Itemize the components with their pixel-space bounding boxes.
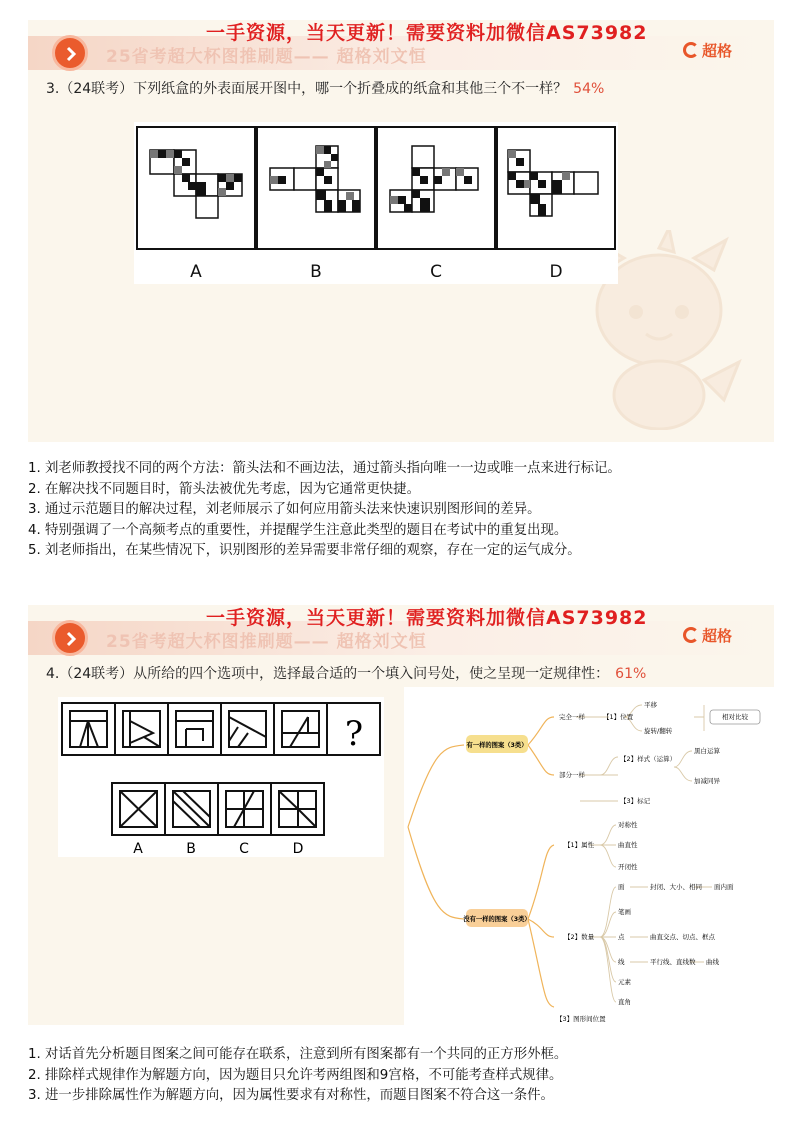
mindmap-bufen: 部分一样: [559, 771, 585, 779]
option-c-net: [376, 126, 496, 250]
option-b-label: B: [186, 841, 196, 857]
mindmap-heibai: 黑白运算: [694, 747, 720, 755]
option-d-net: [496, 126, 616, 250]
mindmap-pingyi: 平移: [644, 701, 657, 709]
mindmap-duichen: 对称性: [618, 821, 638, 829]
summary-notes-2: [28, 1045, 567, 1107]
option-a-label: A: [133, 841, 143, 857]
note-item: 4. 特别强调了一个高频考点的重要性，并提醒学生注意此类型的题目在考试中的重复出现。: [28, 522, 568, 538]
note-item: 5. 刘老师指出，在某些情况下，识别图形的差异需要非常仔细的观察，存在一定的运气成分。: [28, 543, 581, 558]
course-title: 25省考超大杯图推刷题—— 超格刘文恒: [106, 632, 427, 652]
question-text: 4.（24联考）从所给的四个选项中，选择最合适的一个填入问号处，使之呈现一定规律性： 61%: [46, 666, 647, 682]
folding-box-figure: [134, 122, 618, 284]
mindmap-bihua: 笔画: [618, 908, 631, 916]
mindmap-branch2: 没有一样的图案（3类）: [463, 916, 531, 923]
option-b-net: [256, 126, 376, 250]
mindmap-weizhi: 【1】位置: [603, 713, 634, 721]
mindmap-xuanzhuan: 旋转/翻转: [644, 727, 673, 735]
mindmap-mian-end: 面内面: [714, 883, 734, 891]
option-c-label: C: [430, 262, 442, 282]
mindmap-biaoji: 【3】标记: [620, 797, 651, 805]
course-title: 25省考超大杯图推刷题—— 超格刘文恒: [106, 47, 427, 67]
mindmap-yuansu: 元素: [618, 978, 631, 986]
question-text: 3.（24联考）下列纸盒的外表面展开图中，哪一个折叠成的纸盒和其他三个不一样？ 54%: [46, 81, 605, 97]
brand-logo: 超格: [683, 625, 732, 646]
note-item: 1. 对话首先分析题目图案之间可能存在联系，注意到所有图案都有一个共同的正方形外框。: [28, 1047, 568, 1062]
mindmap-shuliang: 【2】数量: [564, 933, 595, 941]
mindmap-kaibi: 开闭性: [618, 863, 638, 871]
mindmap-quzhi: 曲直性: [618, 841, 638, 849]
unknown-mark: ?: [344, 714, 364, 754]
mindmap-jiajian: 加减同异: [694, 777, 720, 785]
next-arrow-button[interactable]: [52, 620, 88, 656]
note-item: 3. 通过示范题目的解决过程，刘老师展示了如何应用箭头法来快速识别图形间的差异。: [28, 502, 541, 517]
slide-question-4: [28, 605, 774, 1025]
note-item: 2. 在解决找不同题目时，箭头法被优先考虑，因为它通常更快捷。: [28, 481, 420, 497]
mindmap-dian-detail: 曲直交点、切点、框点: [650, 933, 715, 941]
mindmap-figure: [404, 687, 774, 1025]
chevron-right-icon: [63, 631, 79, 647]
watermark-text: 一手资源，当天更新！需要资料加微信AS73982: [206, 22, 648, 44]
option-d-label: D: [549, 262, 563, 282]
option-a-net: [136, 126, 256, 250]
mindmap-xian-end: 曲线: [706, 958, 719, 966]
note-item: 1. 刘老师教授找不同的两个方法：箭头法和不画边法，通过箭头指向唯一一边或唯一点来进行标记。: [28, 461, 621, 476]
option-c-label: C: [239, 841, 249, 857]
brand-logo: 超格: [683, 40, 732, 61]
chevron-right-icon: [63, 46, 79, 62]
mindmap-tuxing: 【3】图形间位置: [556, 1015, 606, 1023]
slide-question-3: [28, 20, 774, 442]
mindmap-dian: 点: [618, 933, 625, 941]
mindmap-wanquan: 完全一样: [559, 713, 585, 721]
mindmap-mian: 面: [618, 883, 625, 891]
mindmap-xiangduibijiao: 相对比较: [722, 713, 748, 721]
accuracy-percent: 61%: [615, 666, 647, 682]
mindmap-zhijiao: 直角: [618, 998, 631, 1006]
note-item: 3. 进一步排除属性作为解题方向，因为属性要求有对称性，而题目图案不符合这一条件。: [28, 1088, 554, 1103]
sequence-figure: [58, 697, 384, 857]
watermark-text: 一手资源，当天更新！需要资料加微信AS73982: [206, 607, 648, 629]
mindmap-shuxing: 【1】属性: [564, 841, 595, 849]
mindmap-mian-detail: 封闭、大小、相同: [650, 883, 702, 891]
logo-g-icon: [683, 42, 699, 58]
logo-g-icon: [683, 627, 699, 643]
option-a-label: A: [190, 262, 202, 282]
accuracy-percent: 54%: [573, 81, 605, 97]
mindmap-xian-detail: 平行线、直线数: [650, 958, 696, 966]
note-item: 2. 排除样式规律作为解题方向，因为题目只允许考两组图和9宫格，不可能考查样式规律。: [28, 1067, 563, 1083]
option-b-label: B: [310, 262, 322, 282]
mindmap-yangshi: 【2】样式（运算）: [620, 755, 677, 763]
option-d-label: D: [292, 841, 304, 857]
mindmap-branch1: 有一样的图案（3类）: [466, 742, 528, 749]
mindmap-xian: 线: [618, 958, 625, 966]
next-arrow-button[interactable]: [52, 35, 88, 71]
summary-notes-1: [28, 459, 621, 562]
